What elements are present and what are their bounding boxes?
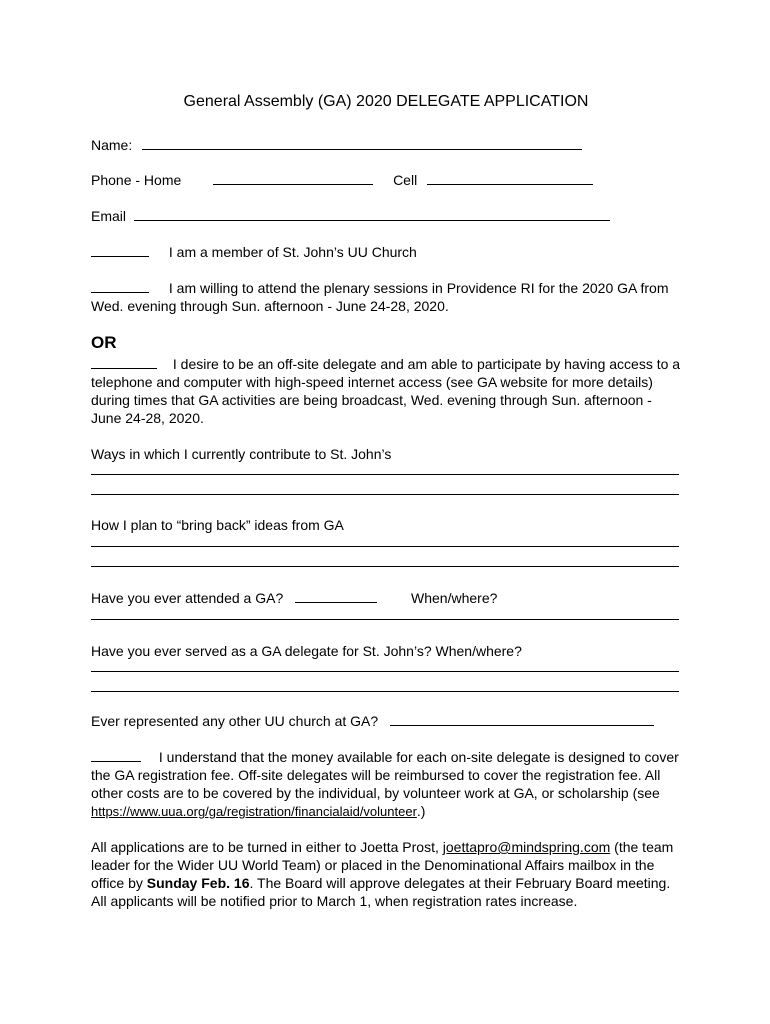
attend-row — [91, 279, 681, 315]
other-church-field[interactable] — [390, 712, 654, 726]
attended-field[interactable] — [295, 589, 377, 603]
understand-check-field[interactable] — [91, 748, 141, 762]
closing-text-2: (the team leader for the Wider UU World Team) or placed in the Denominational Affairs mailbox in the office by — [91, 839, 674, 891]
closing-text-1: All applications are to be turned in either to Joetta Prost, — [91, 839, 443, 855]
other-church-row — [91, 712, 654, 730]
contribute-answer-line-1[interactable] — [91, 474, 679, 475]
understand-row — [91, 748, 681, 821]
attended-row — [91, 589, 497, 607]
other-church-question: Ever represented any other UU church at GA? — [91, 713, 379, 729]
email-row — [91, 207, 610, 225]
attended-question: Have you ever attended a GA? — [91, 590, 284, 606]
bring-back-answer-line-2[interactable] — [91, 566, 679, 567]
volunteer-link[interactable]: https://www.uua.org/ga/registration/financialaid/volunteer — [91, 804, 417, 819]
cell-field[interactable] — [427, 171, 593, 185]
form-title: General Assembly (GA) 2020 DELEGATE APPLICATION — [183, 93, 589, 110]
member-check-field[interactable] — [91, 243, 149, 257]
understand-text-end: .) — [416, 803, 426, 819]
attend-text: I am willing to attend the plenary sessions in Providence RI for the 2020 GA from Wed. evening through Sun. afternoon - June 24-28, 2020. — [91, 280, 669, 314]
understand-text: I understand that the money available for each on-site delegate is designed to cover the GA registration fee. Off-site delegates will be reimbursed to cover the registration fee. All other costs are to be covered by the individual, by volunteer work at GA, or scholarship (see — [91, 749, 679, 801]
attend-check-field[interactable] — [91, 279, 149, 293]
closing-paragraph — [91, 838, 681, 910]
attended-answer-line[interactable] — [91, 619, 679, 620]
name-row — [91, 136, 582, 154]
member-row — [91, 243, 417, 261]
offsite-text: I desire to be an off-site delegate and am able to participate by having access to a telephone and computer with high-speed internet access (see GA website for more details) during times that GA activities are being broadcast, Wed. evening through Sun. afternoon - June 24-28, 2020. — [91, 356, 681, 426]
bring-back-question: How I plan to “bring back” ideas from GA — [91, 517, 344, 533]
phone-home-field[interactable] — [213, 171, 373, 185]
member-text: I am a member of St. John’s UU Church — [168, 244, 417, 260]
cell-label: Cell — [393, 172, 418, 188]
or-label: OR — [91, 333, 117, 352]
name-label: Name: — [91, 137, 133, 153]
email-field[interactable] — [134, 207, 610, 221]
email-label: Email — [91, 208, 127, 224]
name-field[interactable] — [142, 136, 582, 150]
served-answer-line-1[interactable] — [91, 671, 679, 672]
closing-text-3: . The Board will approve delegates at their February Board meeting. All applicants will be notified prior to March 1, when registration rates increase. — [91, 875, 671, 909]
contribute-question: Ways in which I currently contribute to St. John’s — [91, 446, 392, 462]
contribute-answer-line-2[interactable] — [91, 494, 679, 495]
contact-email-link[interactable]: joettapro@mindspring.com — [442, 839, 611, 855]
attended-when-where-label: When/where? — [411, 590, 498, 606]
bring-back-answer-line-1[interactable] — [91, 546, 679, 547]
offsite-check-field[interactable] — [91, 355, 157, 369]
offsite-row — [91, 355, 681, 427]
phone-row — [91, 171, 593, 189]
deadline: Sunday Feb. 16 — [146, 875, 250, 891]
served-question: Have you ever served as a GA delegate for St. John’s? When/where? — [91, 643, 522, 659]
phone-home-label: Phone - Home — [91, 172, 182, 188]
served-answer-line-2[interactable] — [91, 691, 679, 692]
